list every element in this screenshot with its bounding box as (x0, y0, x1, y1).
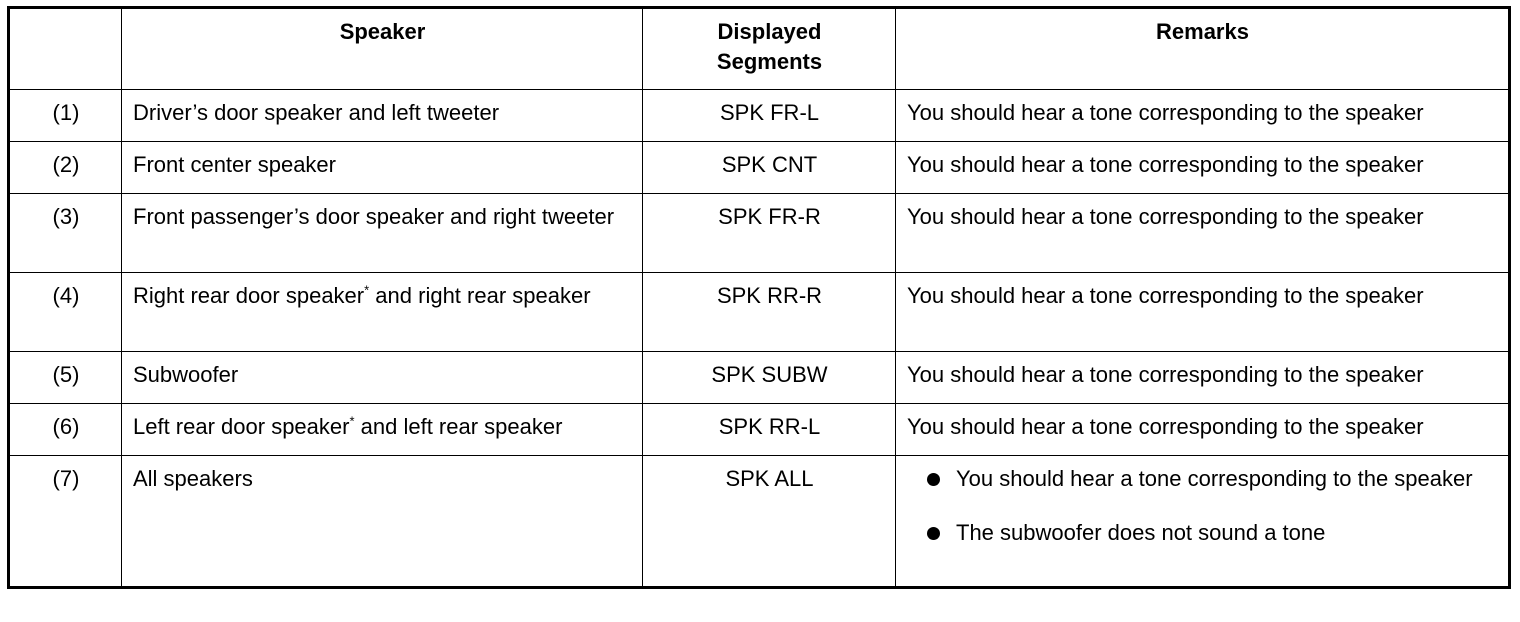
speaker-text: and left rear speaker (354, 414, 563, 439)
bullet-dot-icon (927, 473, 940, 486)
speaker-test-table (7, 6, 1511, 589)
list-item (927, 518, 1498, 548)
remark-cell (896, 456, 1510, 588)
table-row (9, 273, 1510, 352)
row-number: (7) (9, 456, 122, 588)
remark-text: The subwoofer does not sound a tone (956, 520, 1326, 545)
speaker-text: Right rear door speaker (133, 283, 365, 308)
speaker-cell (122, 273, 643, 352)
table-row (9, 456, 1510, 588)
speaker-text: and right rear speaker (369, 283, 591, 308)
speaker-cell: Front center speaker (122, 142, 643, 194)
segment-cell: SPK SUBW (643, 352, 896, 404)
table-row (9, 194, 1510, 273)
remark-cell: You should hear a tone corresponding to the speaker (896, 90, 1510, 142)
table-row (9, 404, 1510, 456)
header-remarks: Remarks (896, 8, 1510, 90)
segment-cell: SPK RR-R (643, 273, 896, 352)
remark-cell: You should hear a tone corresponding to the speaker (896, 194, 1510, 273)
segment-cell: SPK CNT (643, 142, 896, 194)
row-number: (5) (9, 352, 122, 404)
row-number: (6) (9, 404, 122, 456)
header-displayed-segments: Displayed Segments (643, 8, 896, 90)
table-header-row (9, 8, 1510, 90)
remark-cell: You should hear a tone corresponding to the speaker (896, 273, 1510, 352)
remark-bullet-list (907, 464, 1498, 548)
segment-cell: SPK ALL (643, 456, 896, 588)
remark-text: You should hear a tone corresponding to the speaker (956, 466, 1473, 491)
segment-cell: SPK RR-L (643, 404, 896, 456)
header-number (9, 8, 122, 90)
remark-cell: You should hear a tone corresponding to the speaker (896, 142, 1510, 194)
table-row (9, 352, 1510, 404)
speaker-text: Left rear door speaker (133, 414, 350, 439)
row-number: (2) (9, 142, 122, 194)
row-number: (3) (9, 194, 122, 273)
remark-cell: You should hear a tone corresponding to the speaker (896, 352, 1510, 404)
table-row (9, 142, 1510, 194)
bullet-dot-icon (927, 527, 940, 540)
speaker-test-table-container (7, 6, 1511, 589)
footnote-mark: * (349, 413, 355, 429)
speaker-cell: Front passenger’s door speaker and right tweeter (122, 194, 643, 273)
table-row (9, 90, 1510, 142)
header-speaker: Speaker (122, 8, 643, 90)
row-number: (1) (9, 90, 122, 142)
speaker-cell: Subwoofer (122, 352, 643, 404)
speaker-cell: All speakers (122, 456, 643, 588)
footnote-mark: * (364, 282, 370, 298)
segment-cell: SPK FR-L (643, 90, 896, 142)
remark-cell: You should hear a tone corresponding to the speaker (896, 404, 1510, 456)
row-number: (4) (9, 273, 122, 352)
segment-cell: SPK FR-R (643, 194, 896, 273)
speaker-cell: Driver’s door speaker and left tweeter (122, 90, 643, 142)
speaker-cell (122, 404, 643, 456)
list-item (927, 464, 1498, 494)
